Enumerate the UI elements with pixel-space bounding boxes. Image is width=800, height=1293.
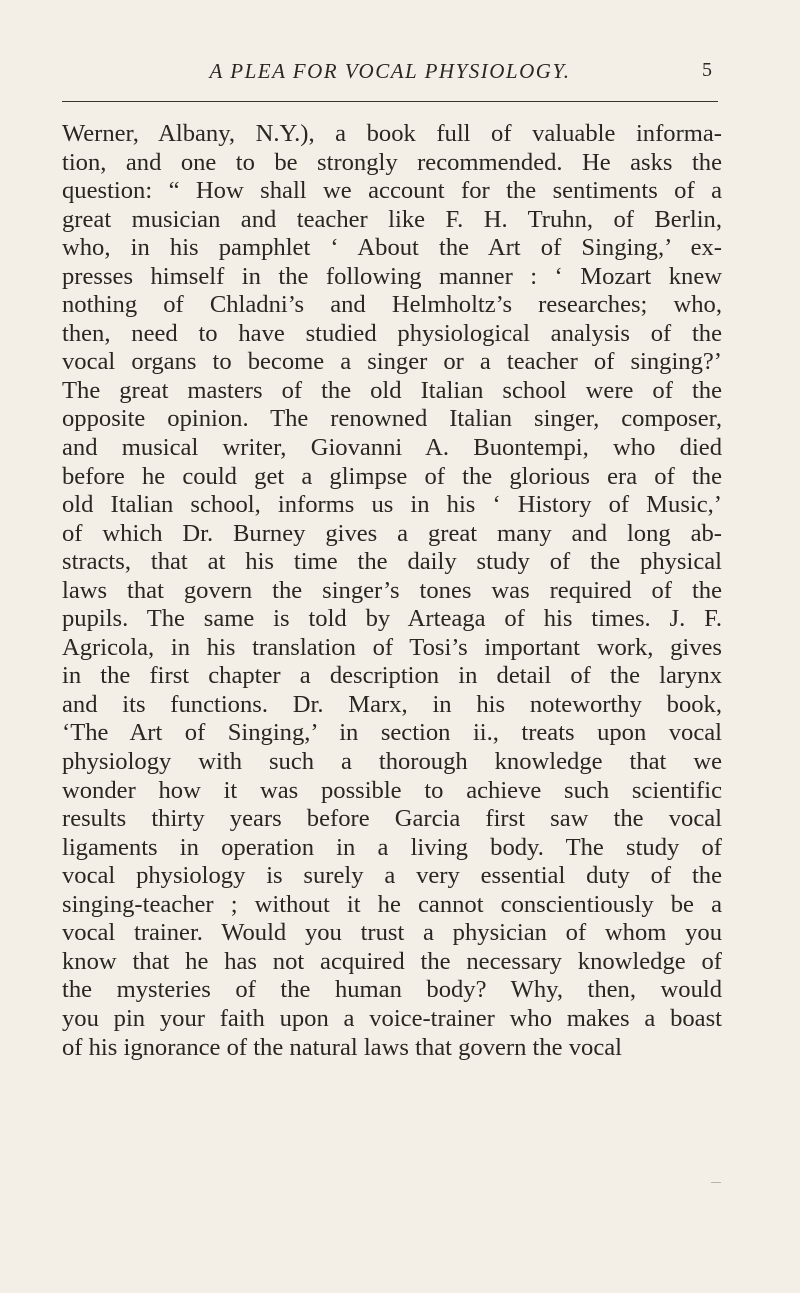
print-mark <box>711 1182 721 1183</box>
text-line: wonder how it was possible to achieve such scientific <box>62 776 722 804</box>
text-line: vocal trainer. Would you trust a physician of whom you <box>62 919 722 947</box>
text-line: and musical writer, Giovanni A. Buontempi, who died <box>62 434 722 462</box>
text-line: know that he has not acquired the necessary knowledge of <box>62 947 722 975</box>
body-paragraph <box>62 120 722 1062</box>
text-line: of his ignorance of the natural laws that govern the vocal <box>62 1033 623 1061</box>
running-head <box>60 55 720 85</box>
text-line: then, need to have studied physiological analysis of the <box>62 319 722 347</box>
text-line: results thirty years before Garcia first saw the vocal <box>62 805 722 833</box>
text-line: opposite opinion. The renowned Italian singer, composer, <box>62 405 722 433</box>
running-title: A PLEA FOR VOCAL PHYSIOLOGY. <box>209 59 571 83</box>
text-line: singing-teacher ; without it he cannot conscientiously be a <box>62 890 722 918</box>
text-line: physiology with such a thorough knowledge that we <box>62 748 722 776</box>
text-line: great musician and teacher like F. H. Truhn, of Berlin, <box>62 205 722 233</box>
text-line: stracts, that at his time the daily study of the physical <box>62 548 722 576</box>
text-line: you pin your faith upon a voice-trainer who makes a boast <box>62 1004 722 1032</box>
text-line: old Italian school, informs us in his ‘ History of Music,’ <box>62 491 722 519</box>
text-line: Agricola, in his translation of Tosi’s important work, gives <box>62 633 722 661</box>
header-rule <box>62 101 718 102</box>
text-line: and its functions. Dr. Marx, in his noteworthy book, <box>62 690 722 718</box>
text-line: vocal physiology is surely a very essential duty of the <box>62 862 722 890</box>
text-line: in the first chapter a description in detail of the larynx <box>62 662 722 690</box>
text-line: Werner, Albany, N.Y.), a book full of valuable informa- <box>62 120 722 147</box>
text-line: question: “ How shall we account for the sentiments of a <box>62 177 722 205</box>
text-line: The great masters of the old Italian school were of the <box>62 376 722 404</box>
text-line: tion, and one to be strongly recommended. He asks the <box>62 148 722 176</box>
text-line: ligaments in operation in a living body. The study of <box>62 833 722 861</box>
text-line: of which Dr. Burney gives a great many and long ab- <box>62 519 722 547</box>
text-line: presses himself in the following manner : ‘ Mozart knew <box>62 262 722 290</box>
text-line: pupils. The same is told by Arteaga of his times. J. F. <box>62 605 722 633</box>
text-line: the mysteries of the human body? Why, then, would <box>62 976 722 1004</box>
text-line: laws that govern the singer’s tones was required of the <box>62 576 722 604</box>
page-number: 5 <box>702 59 712 81</box>
text-line: ‘The Art of Singing,’ in section ii., treats upon vocal <box>62 719 722 747</box>
text-line: who, in his pamphlet ‘ About the Art of Singing,’ ex- <box>62 234 722 262</box>
text-line: vocal organs to become a singer or a teacher of singing?’ <box>62 348 722 376</box>
text-line: before he could get a glimpse of the glorious era of the <box>62 462 722 490</box>
text-line: nothing of Chladni’s and Helmholtz’s researches; who, <box>62 291 722 319</box>
